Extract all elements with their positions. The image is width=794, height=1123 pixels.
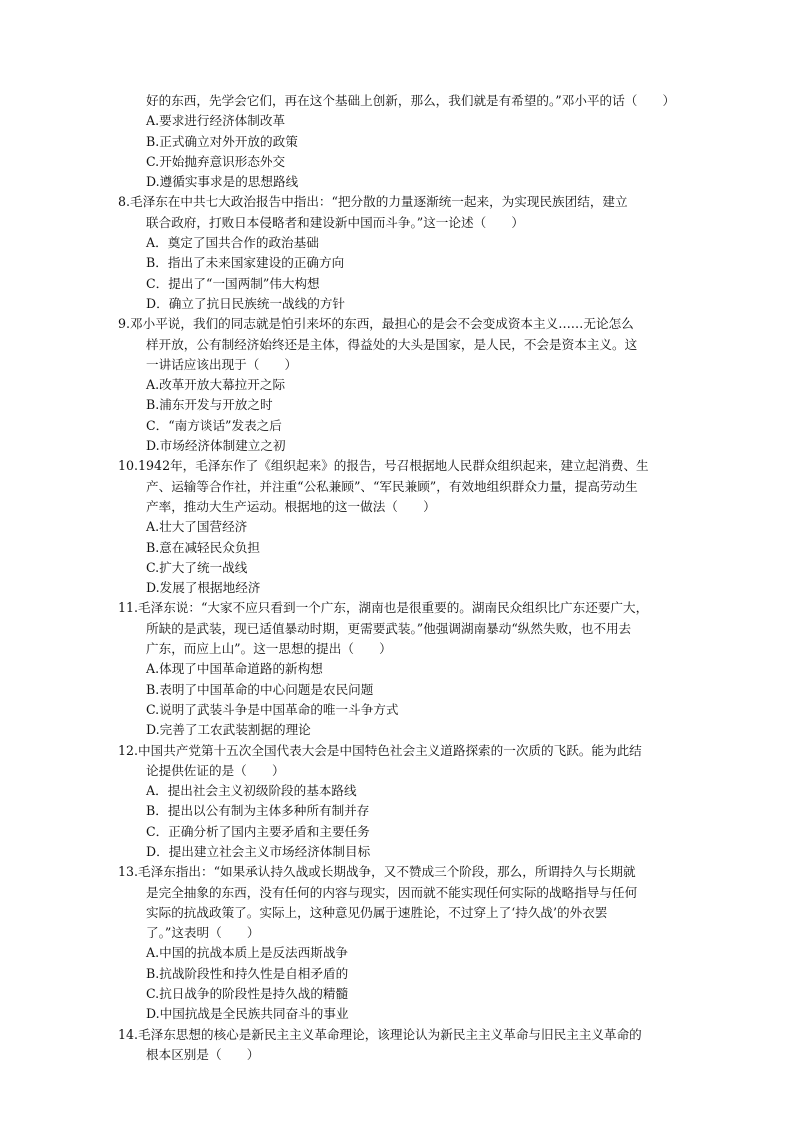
question-stem-line: 实际的抗战政策了。实际上，这种意见仍属于速胜论，不过穿上了‘持久战’的外衣罢 xyxy=(146,904,608,920)
option-d: D.遵循实事求是的思想路线 xyxy=(146,174,299,190)
question-stem-line: 8.毛泽东在中共七大政治报告中指出：“把分散的力量逐渐统一起来，为实现民族团结，建立 xyxy=(118,194,628,210)
question-12 xyxy=(118,741,698,863)
option-d: D．确立了抗日民族统一战线的方针 xyxy=(146,295,346,311)
option-a: A.改革开放大幕拉开之际 xyxy=(146,377,286,393)
option-c: C.说明了武装斗争是中国革命的唯一斗争方式 xyxy=(146,701,399,717)
question-9 xyxy=(118,314,698,456)
option-b: B.抗战阶段性和持久性是自相矛盾的 xyxy=(146,965,349,981)
option-a: A．提出社会主义初级阶段的基本路线 xyxy=(146,783,357,799)
question-14 xyxy=(118,1025,698,1066)
option-c: C．提出了“一国两制”伟大构想 xyxy=(146,275,320,291)
option-c: C.抗日战争的阶段性是持久战的精髓 xyxy=(146,986,349,1002)
question-stem-line: 广东，而应上山”。这一思想的提出（ ） xyxy=(146,641,392,657)
question-stem-line: 产率，推动大生产运动。根据地的这一做法（ ） xyxy=(146,498,436,514)
question-8 xyxy=(118,192,698,314)
question-stem-line: 是完全抽象的东西，没有任何的内容与现实，因而就不能实现任何实际的战略指导与任何 xyxy=(146,884,638,900)
option-b: B．提出以公有制为主体多种所有制并存 xyxy=(146,803,370,819)
question-stem-line: 11.毛泽东说：“大家不应只看到一个广东，湖南也是很重要的。湖南民众组织比广东还要广大， xyxy=(118,600,649,616)
option-a: A．奠定了国共合作的政治基础 xyxy=(146,235,319,251)
option-b: B.表明了中国革命的中心问题是农民问题 xyxy=(146,681,374,697)
option-d: D.市场经济体制建立之初 xyxy=(146,438,286,454)
question-stem-line: 好的东西，先学会它们，再在这个基础上创新，那么，我们就是有希望的。”邓小平的话（ ） xyxy=(146,93,676,108)
option-d: D.中国抗战是全民族共同奋斗的事业 xyxy=(146,1006,349,1022)
question-stem-line: 根本区别是（ ） xyxy=(146,1046,260,1062)
option-c: C.开始抛弃意识形态外交 xyxy=(146,153,286,169)
question-stem-line: 联合政府，打败日本侵略者和建设新中国而斗争。”这一论述（ ） xyxy=(146,214,524,230)
question-stem-line: 样开放，公有制经济始终还是主体，得益处的大头是国家，是人民，不会是资本主义。这 xyxy=(146,336,638,352)
question-10 xyxy=(118,456,698,598)
question-stem-line: 产、运输等合作社，并注重“公私兼顾”、“军民兼顾”，有效地组织群众力量，提高劳动生 xyxy=(146,478,638,494)
question-stem-line: 14.毛泽东思想的核心是新民主主义革命理论，该理论认为新民主主义革命与旧民主主义革命的 xyxy=(118,1026,642,1042)
question-stem-line: 了。”这表明（ ） xyxy=(146,925,260,941)
question-11 xyxy=(118,598,698,740)
option-b: B.正式确立对外开放的政策 xyxy=(146,133,298,149)
question-stem-line: 10.1942年，毛泽东作了《组织起来》的报告，号召根据地人民群众组织起来，建立起消费、生 xyxy=(118,458,649,474)
option-a: A.体现了中国革命道路的新构想 xyxy=(146,661,323,677)
question-stem-line: 13.毛泽东指出：“如果承认持久战或长期战争，又不赞成三个阶段，那么，所谓持久与长期就 xyxy=(118,864,636,880)
option-b: B.浦东开发与开放之时 xyxy=(146,397,273,413)
question-stem-line: 所缺的是武装，现已适值暴动时期，更需要武装。”他强调湖南暴动“纵然失败，也不用去 xyxy=(146,620,632,636)
question-stem-line: 一讲话应该出现于（ ） xyxy=(146,356,298,372)
option-d: D．提出建立社会主义市场经济体制目标 xyxy=(146,843,371,859)
option-a: A.中国的抗战本质上是反法西斯战争 xyxy=(146,945,349,961)
question-stem-line: 9.邓小平说，我们的同志就是怕引来坏的东西，最担心的是会不会变成资本主义……无论怎么 xyxy=(118,316,634,332)
question-7 xyxy=(118,91,698,192)
option-d: D.发展了根据地经济 xyxy=(146,580,261,596)
option-c: C．“南方谈话”发表之后 xyxy=(146,417,282,433)
option-c: C．正确分析了国内主要矛盾和主要任务 xyxy=(146,823,370,839)
option-b: B.意在减轻民众负担 xyxy=(146,539,261,555)
option-d: D.完善了工农武装割据的理论 xyxy=(146,722,311,738)
option-c: C.扩大了统一战线 xyxy=(146,559,248,575)
exam-page xyxy=(118,91,698,1065)
question-13 xyxy=(118,862,698,1024)
question-stem-line: 论提供佐证的是（ ） xyxy=(146,762,285,778)
question-stem-line: 12.中国共产党第十五次全国代表大会是中国特色社会主义道路探索的一次质的飞跃。能为此结 xyxy=(118,742,642,758)
option-b: B．指出了未来国家建设的正确方向 xyxy=(146,255,345,271)
option-a: A.壮大了国营经济 xyxy=(146,519,248,535)
option-a: A.要求进行经济体制改革 xyxy=(146,113,286,129)
